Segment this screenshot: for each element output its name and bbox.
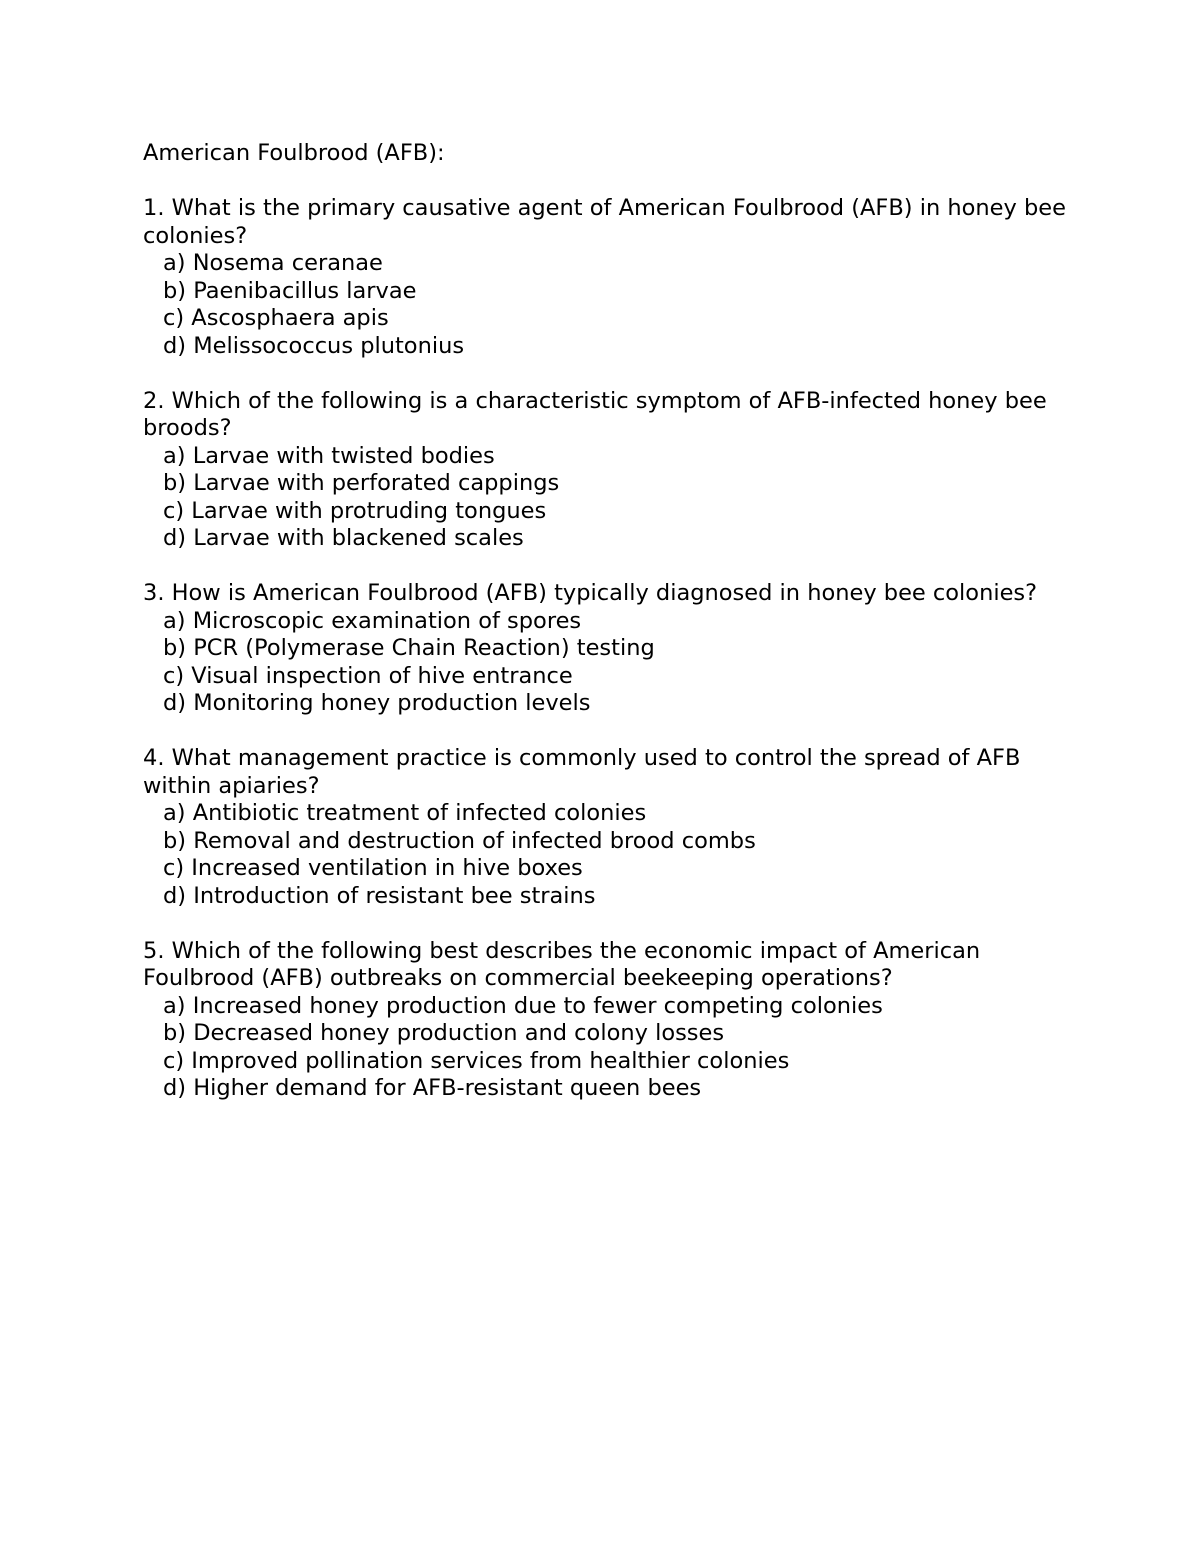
- answer-option: c) Ascosphaera apis: [163, 305, 389, 331]
- question-1: [143, 195, 1083, 360]
- answer-option: d) Melissococcus plutonius: [163, 332, 465, 359]
- answer-option: b) Larvae with perforated cappings: [163, 470, 560, 496]
- answer-option: c) Improved pollination services from healthier colonies: [163, 1047, 790, 1074]
- question-5: [143, 938, 1083, 1103]
- question-text: 5. Which of the following best describes the economic impact of American Foulbrood (AFB) outbreaks on commercial beekeeping operations?: [143, 937, 981, 991]
- question-4: [143, 745, 1083, 910]
- answer-option: a) Larvae with twisted bodies: [163, 442, 495, 469]
- answer-options: [143, 608, 1083, 718]
- answer-option: a) Increased honey production due to fewer competing colonies: [163, 992, 883, 1019]
- answer-options: [143, 250, 1083, 360]
- answer-option: d) Higher demand for AFB-resistant queen bees: [163, 1075, 702, 1101]
- question-2: [143, 388, 1083, 553]
- answer-option: c) Larvae with protruding tongues: [163, 497, 547, 524]
- document-title: American Foulbrood (AFB):: [143, 140, 445, 166]
- question-text: 1. What is the primary causative agent of American Foulbrood (AFB) in honey bee colonies?: [143, 195, 1066, 249]
- answer-options: [143, 993, 1083, 1103]
- answer-options: [143, 443, 1083, 553]
- answer-option: a) Microscopic examination of spores: [163, 607, 582, 634]
- answer-option: b) Removal and destruction of infected brood combs: [163, 827, 756, 854]
- answer-option: d) Monitoring honey production levels: [163, 690, 591, 716]
- answer-option: d) Larvae with blackened scales: [163, 525, 524, 551]
- question-text: 2. Which of the following is a characteristic symptom of AFB-infected honey bee broods?: [143, 387, 1047, 441]
- question-text: 3. How is American Foulbrood (AFB) typically diagnosed in honey bee colonies?: [143, 580, 1038, 606]
- answer-option: a) Antibiotic treatment of infected colonies: [163, 800, 647, 826]
- document-page: [143, 140, 1083, 1130]
- answer-option: c) Increased ventilation in hive boxes: [163, 855, 583, 881]
- answer-option: b) PCR (Polymerase Chain Reaction) testing: [163, 635, 655, 661]
- answer-option: d) Introduction of resistant bee strains: [163, 882, 596, 909]
- question-3: [143, 580, 1083, 718]
- answer-option: c) Visual inspection of hive entrance: [163, 662, 573, 689]
- answer-option: b) Paenibacillus larvae: [163, 277, 417, 304]
- answer-option: a) Nosema ceranae: [163, 250, 383, 276]
- answer-options: [143, 800, 1083, 910]
- answer-option: b) Decreased honey production and colony losses: [163, 1020, 725, 1046]
- question-text: 4. What management practice is commonly used to control the spread of AFB within apiaries?: [143, 745, 1021, 799]
